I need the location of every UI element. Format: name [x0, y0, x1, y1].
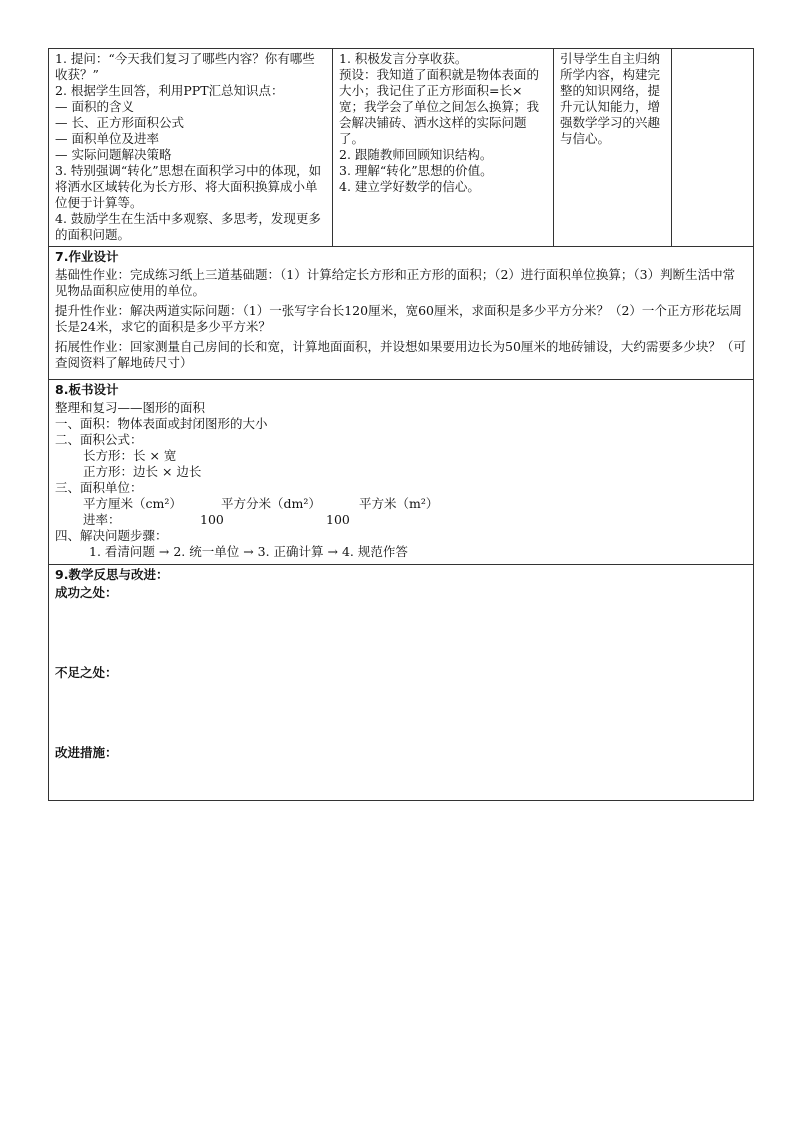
reflection-improvement-label: 改进措施：: [55, 745, 118, 760]
unit-square-dm: 平方分米（dm²）: [221, 496, 321, 511]
board-item-formula: 二、面积公式：: [55, 432, 143, 447]
homework-title: 7.作业设计: [55, 249, 119, 264]
homework-advanced: 提升性作业：解决两道实际问题：（1）一张写字台长120厘米，宽60厘米，求面积是多少平方分米？（2）一个正方形花坛周长是24米，求它的面积是多少平方米？: [55, 303, 742, 334]
lesson-plan-table: [48, 48, 754, 801]
reflection-cell: [49, 565, 754, 801]
knowledge-point-meaning: — 面积的含义: [55, 99, 134, 114]
empty-cell: [672, 49, 754, 247]
board-design-cell: [49, 380, 754, 565]
design-intent-text: 引导学生自主归纳所学内容，构建完整的知识网络，提升元认知能力，增强数学学习的兴趣与信心。: [560, 51, 661, 146]
rate-dm-m: 100: [326, 512, 350, 527]
unit-square-m: 平方米（m²）: [359, 496, 439, 511]
unit-square-cm: 平方厘米（cm²）: [83, 496, 182, 511]
rate-cm-dm: 100: [200, 512, 224, 527]
student-step-2: 2. 跟随教师回顾知识结构。: [339, 147, 493, 162]
teacher-step-4: 4. 鼓励学生在生活中多观察、多思考，发现更多的面积问题。: [55, 211, 321, 242]
board-square-formula: 正方形：边长 × 边长: [83, 464, 202, 479]
student-preset-answer: 预设：我知道了面积就是物体表面的大小；我记住了正方形面积=长×宽；我学会了单位之间怎么换算；我会解决铺砖、洒水这样的实际问题了。: [339, 67, 540, 146]
student-step-1: 1. 积极发言分享收获。: [339, 51, 468, 66]
board-rect-formula: 长方形：长 × 宽: [83, 448, 177, 463]
design-intent-cell: [554, 49, 672, 247]
reflection-title: 9.教学反思与改进：: [55, 567, 169, 582]
board-heading: 整理和复习——图形的面积: [55, 400, 206, 415]
student-activity-cell: [333, 49, 554, 247]
knowledge-point-strategy: — 实际问题解决策略: [55, 147, 172, 162]
rate-label: 进率：: [83, 512, 121, 527]
board-units-row: [55, 496, 747, 512]
homework-cell: [49, 247, 754, 380]
student-step-3: 3. 理解“转化”思想的价值。: [339, 163, 493, 178]
student-step-4: 4. 建立学好数学的信心。: [339, 179, 480, 194]
reflection-row: [49, 565, 754, 801]
board-design-row: [49, 380, 754, 565]
knowledge-point-formula: — 长、正方形面积公式: [55, 115, 184, 130]
summary-row: [49, 49, 754, 247]
homework-row: [49, 247, 754, 380]
board-item-area-meaning: 一、面积：物体表面或封闭图形的大小: [55, 416, 268, 431]
teacher-step-2: 2. 根据学生回答，利用PPT汇总知识点：: [55, 83, 284, 98]
board-steps-sequence: 1. 看清问题 → 2. 统一单位 → 3. 正确计算 → 4. 规范作答: [89, 544, 408, 559]
reflection-shortcoming-label: 不足之处：: [55, 665, 118, 680]
reflection-success-label: 成功之处：: [55, 585, 118, 600]
board-title: 8.板书设计: [55, 382, 119, 397]
teacher-step-1: 1. 提问：“今天我们复习了哪些内容？你有哪些收获？”: [55, 51, 315, 82]
knowledge-point-units: — 面积单位及进率: [55, 131, 159, 146]
lesson-plan-page: [48, 48, 753, 801]
homework-basic: 基础性作业：完成练习纸上三道基础题：（1）计算给定长方形和正方形的面积；（2）进行面积单位换算；（3）判断生活中常见物品面积应使用的单位。: [55, 267, 736, 298]
board-rate-row: [55, 512, 747, 528]
homework-extended: 拓展性作业：回家测量自己房间的长和宽，计算地面面积，并设想如果要用边长为50厘米的地砖铺设，大约需要多少块？（可查阅资料了解地砖尺寸）: [55, 339, 746, 370]
board-item-steps: 四、解决问题步骤：: [55, 528, 168, 543]
teacher-activity-cell: [49, 49, 333, 247]
teacher-step-3: 3. 特别强调“转化”思想在面积学习中的体现，如将洒水区域转化为长方形、将大面积换算成小单位便于计算等。: [55, 163, 322, 210]
board-item-units: 三、面积单位：: [55, 480, 143, 495]
